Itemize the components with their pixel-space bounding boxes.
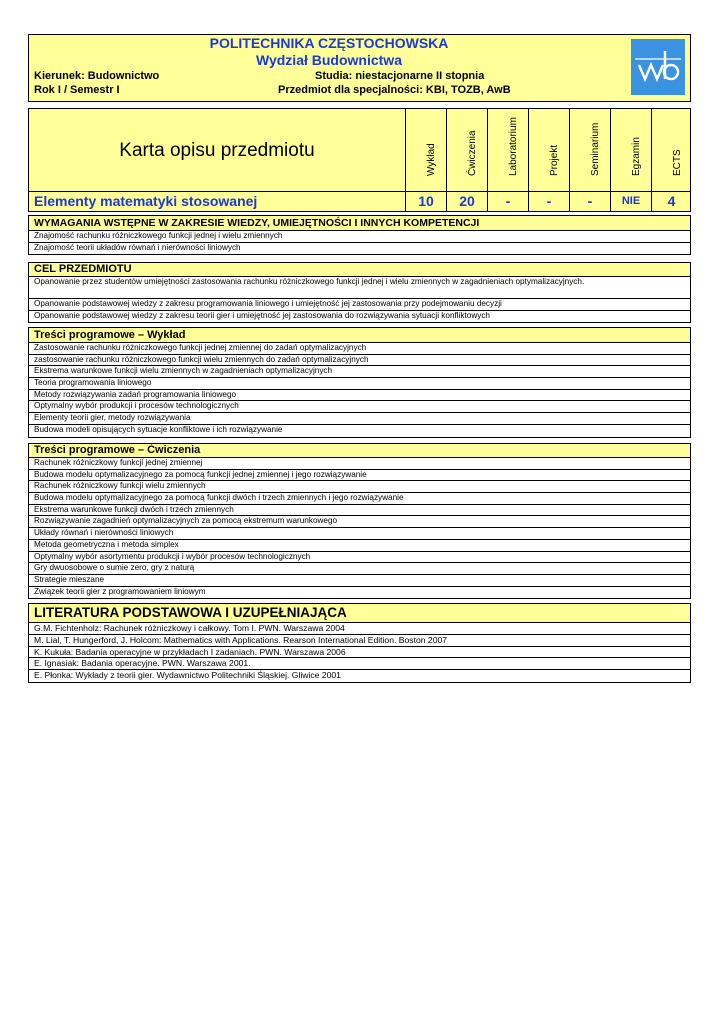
list-item: Układy równań i nierówności liniowych (29, 528, 690, 540)
list-item: E. Płonka: Wykłady z teorii gier. Wydawnictwo Politechniki Śląskiej. Gliwice 2001 (34, 670, 341, 681)
list-item: Znajomość rachunku różniczkowego funkcji jednej i wielu zmiennych (29, 231, 690, 243)
value-exam: NIE (610, 192, 651, 211)
wb-logo-icon (631, 39, 685, 95)
literature-heading: LITERATURA PODSTAWOWA I UZUPEŁNIAJĄCA (29, 604, 690, 623)
year-semester: Rok I / Semestr I (34, 84, 120, 96)
specialization: Przedmiot dla specjalności: KBI, TOZB, AwB (278, 84, 511, 96)
list-item: Rachunek różniczkowy funkcji wielu zmiennych (29, 481, 690, 493)
value-seminar: - (569, 192, 610, 211)
literature-section (28, 603, 691, 683)
value-laboratory: - (487, 192, 528, 211)
list-item: Strategie mieszane (29, 575, 690, 587)
value-lecture: 10 (405, 192, 446, 211)
title-block (28, 108, 691, 192)
column-header-project: Projekt (528, 109, 569, 193)
list-item: K. Kukuła: Badania operacyjne w przykładach I zadaniach. PWN. Warszawa 2006 (29, 647, 690, 659)
list-item: Teoria programowania liniowego (29, 378, 690, 390)
goals-heading: CEL PRZEDMIOTU (29, 263, 690, 277)
list-item: Gry dwuosobowe o sumie zero, gry z naturą (29, 563, 690, 575)
list-item: Ekstrema warunkowe funkcji dwóch i trzech zmiennych (29, 505, 690, 517)
list-item: Metoda geometryczna i metoda simplex (29, 540, 690, 552)
list-item: G.M. Fichtenholz: Rachunek różniczkowy i całkowy. Tom I. PWN. Warszawa 2004 (29, 623, 690, 635)
column-header-exam: Egzamin (610, 109, 651, 193)
column-header-seminar: Seminarium (569, 109, 610, 193)
list-item: Ekstrema warunkowe funkcji wielu zmiennych w zagadnieniach optymalizacyjnych (29, 366, 690, 378)
list-item: Budowa modeli opisujących sytuacje konfliktowe i ich rozwiązywanie (34, 424, 283, 434)
list-item: Elementy teorii gier, metody rozwiązywania (29, 413, 690, 425)
value-exercises: 20 (446, 192, 487, 211)
department-name: Wydział Budownictwa (256, 52, 402, 68)
list-item: Opanowanie podstawowej wiedzy z zakresu programowania liniowego i umiejętność jej zastosowania przy podejmowaniu decyzji (29, 299, 690, 311)
list-item: zastosowanie rachunku różniczkowego funkcji wielu zmiennych do zadań optymalizacyjnych (29, 355, 690, 367)
list-item: Znajomość teorii układów równań i nierówności liniowych (34, 242, 241, 252)
university-name: POLITECHNIKA CZĘSTOCHOWSKA (209, 35, 449, 51)
list-item: Związek teorii gier z programowaniem liniowym (34, 586, 206, 596)
card-title: Karta opisu przedmiotu (119, 140, 315, 161)
list-item: Zastosowanie rachunku różniczkowego funkcji jednej zmiennej do zadań optymalizacyjnych (29, 343, 690, 355)
list-item: Budowa modelu optymalizacyjnego za pomocą funkcji jednej zmiennej i jego rozwiązywanie (29, 470, 690, 482)
requirements-heading: WYMAGANIA WSTĘPNE W ZAKRESIE WIEDZY, UMIEJĘTNOŚCI I INNYCH KOMPETENCJI (29, 216, 690, 231)
list-item: Budowa modelu optymalizacyjnego za pomocą funkcji dwóch i trzech zmiennych i jego rozwiązywanie (29, 493, 690, 505)
study-type: Studia: niestacjonarne II stopnia (315, 70, 485, 82)
column-header-laboratory: Laboratorium (487, 109, 528, 193)
list-item: Opanowanie podstawowej wiedzy z zakresu teorii gier i umiejętność jej zastosowania do rozwiązywania sytuacji konfliktowych (34, 310, 490, 320)
column-header-lecture: Wykład (405, 109, 446, 193)
lecture-heading: Treści programowe – Wykład (29, 328, 690, 343)
list-item: E. Ignasiak: Badania operacyjne. PWN. Warszawa 2001. (29, 658, 690, 670)
requirements-section (28, 215, 691, 255)
goals-section (28, 262, 691, 323)
list-item: Optymalny wybór produkcji i procesów technologicznych (29, 401, 690, 413)
column-header-ects: ECTS (651, 109, 691, 193)
list-item: Rachunek różniczkowy funkcji jednej zmiennej (29, 458, 690, 470)
list-item: Metody rozwiązywania zadań programowania liniowego (29, 390, 690, 402)
list-item: M. Lial, T. Hungerford, J. Holcom: Mathematics with Applications. Rearson International Edition. Boston 2007 (29, 635, 690, 647)
value-ects: 4 (651, 192, 691, 211)
list-item: Optymalny wybór asortymentu produkcji i wybór procesów technologicznych (29, 552, 690, 564)
exercises-section (28, 443, 691, 599)
header-block (28, 34, 691, 102)
subject-name: Elementy matematyki stosowanej (34, 193, 258, 209)
field-of-study: Kierunek: Budownictwo (34, 70, 160, 82)
list-item: Opanowanie przez studentów umiejętności zastosowania rachunku różniczkowego funkcji jednej i wielu zmiennych w zagadnieniach optymalizacyjnych. (29, 277, 690, 299)
column-header-exercises: Ćwiczenia (446, 109, 487, 193)
value-project: - (528, 192, 569, 211)
list-item: Rozwiązywanie zagadnień optymalizacyjnych za pomocą ekstremum warunkowego (29, 516, 690, 528)
lecture-section (28, 327, 691, 438)
subject-row (28, 192, 691, 212)
exercises-heading: Treści programowe – Ćwiczenia (29, 444, 690, 458)
